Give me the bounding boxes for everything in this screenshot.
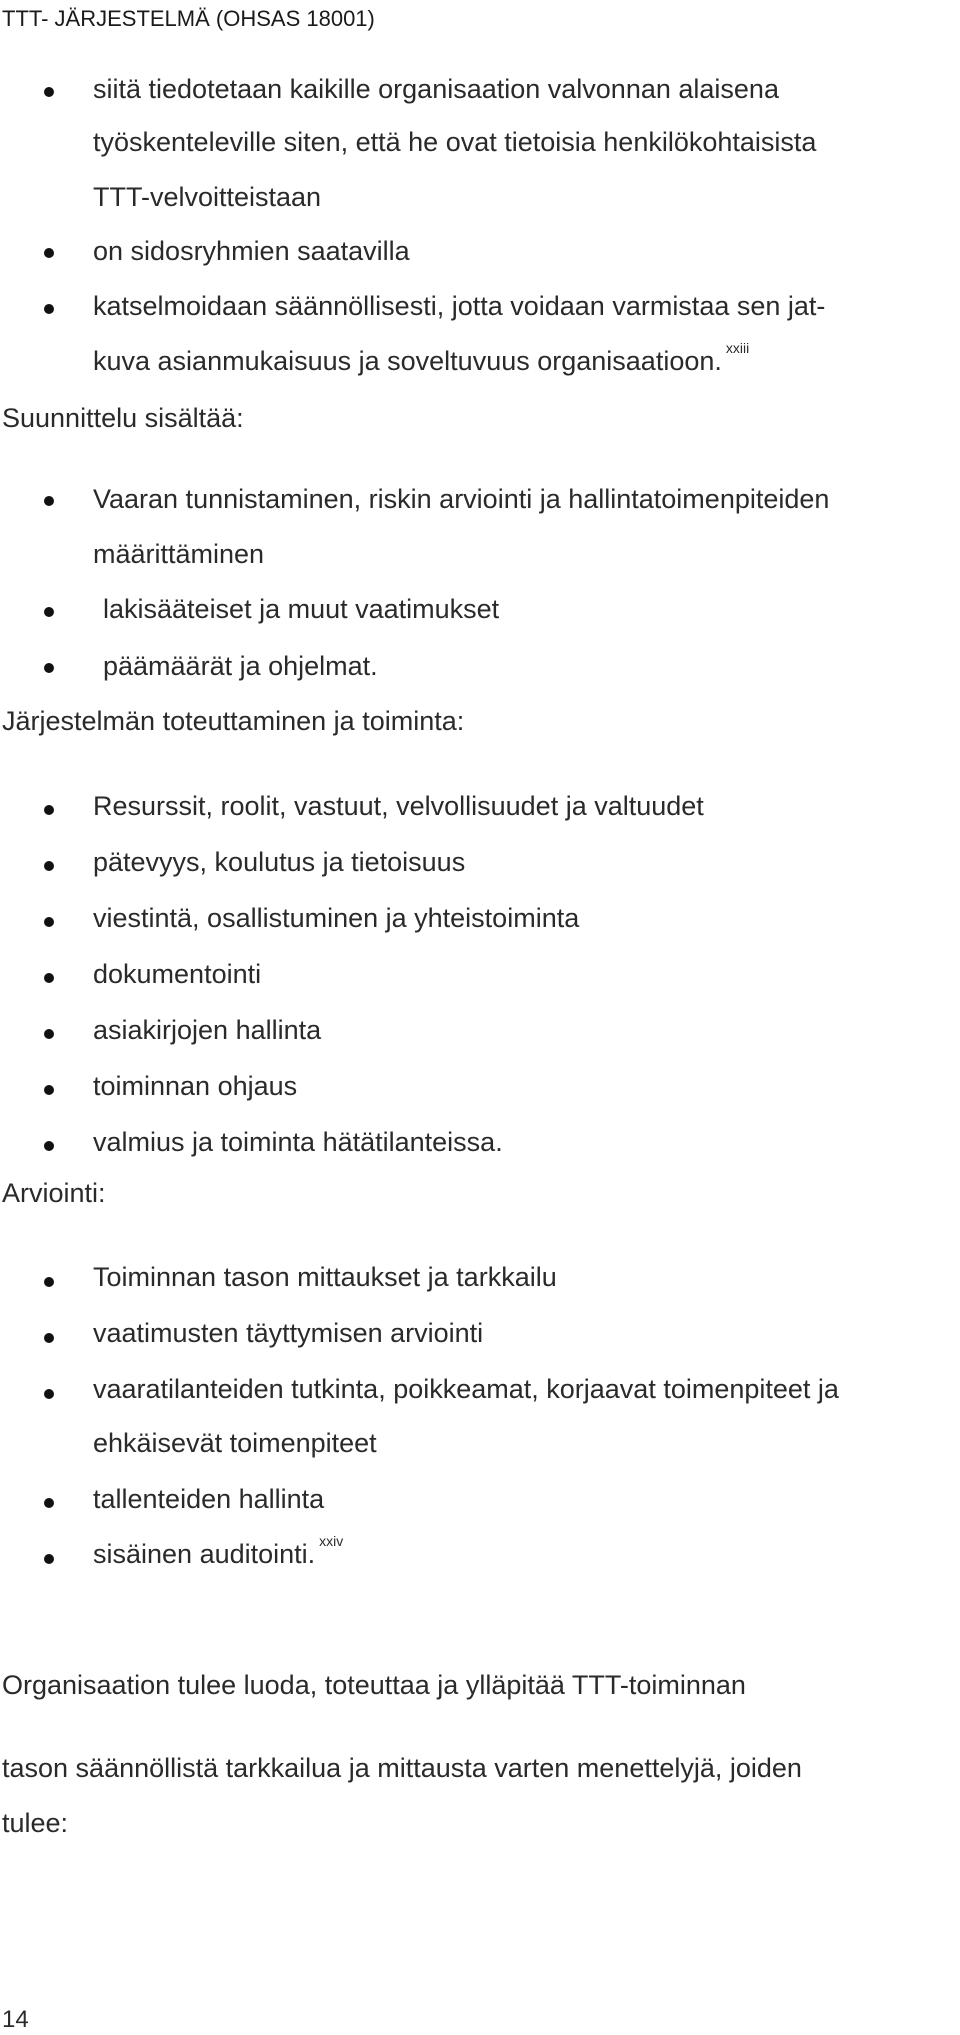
arviointi-item-5-text: sisäinen auditointi. <box>93 1539 316 1569</box>
bullet-icon <box>44 1389 54 1399</box>
section-heading-arviointi: Arviointi: <box>2 1178 106 1208</box>
bullet-icon <box>44 1498 54 1508</box>
toteuttaminen-item-3: viestintä, osallistuminen ja yhteistoiminta <box>93 903 580 933</box>
arviointi-item-3-line-2: ehkäisevät toimenpiteet <box>93 1428 377 1458</box>
page-number: 14 <box>2 2006 29 2033</box>
arviointi-item-5 <box>93 1533 344 1570</box>
intro-item-3-line-2 <box>93 340 750 377</box>
toteuttaminen-item-1: Resurssit, roolit, vastuut, velvollisuudet ja valtuudet <box>93 791 704 821</box>
bullet-icon <box>44 663 54 673</box>
suunnittelu-item-3: päämäärät ja ohjelmat. <box>103 651 378 681</box>
bullet-icon <box>44 87 54 97</box>
closing-line-1: Organisaation tulee luoda, toteuttaa ja ylläpitää TTT-toiminnan <box>2 1670 746 1700</box>
bullet-icon <box>44 1277 54 1287</box>
suunnittelu-item-1-line-1: Vaaran tunnistaminen, riskin arviointi ja hallintatoimenpiteiden <box>93 484 830 514</box>
bullet-icon <box>44 805 54 815</box>
section-heading-suunnittelu: Suunnittelu sisältää: <box>2 403 244 433</box>
bullet-icon <box>44 607 54 617</box>
intro-item-1-line-3: TTT-velvoitteistaan <box>93 182 322 212</box>
arviointi-item-1: Toiminnan tason mittaukset ja tarkkailu <box>93 1262 557 1292</box>
bullet-icon <box>44 973 54 983</box>
intro-item-3-line-2-text: kuva asianmukaisuus ja soveltuvuus organisaatioon. <box>93 346 722 376</box>
toteuttaminen-item-6: toiminnan ohjaus <box>93 1071 298 1101</box>
bullet-icon <box>44 1085 54 1095</box>
toteuttaminen-item-2: pätevyys, koulutus ja tietoisuus <box>93 847 466 877</box>
arviointi-item-2: vaatimusten täyttymisen arviointi <box>93 1318 484 1348</box>
arviointi-item-3-line-1: vaaratilanteiden tutkinta, poikkeamat, korjaavat toimenpiteet ja <box>93 1374 839 1404</box>
closing-line-3: tulee: <box>2 1808 69 1838</box>
bullet-icon <box>44 304 54 314</box>
bullet-icon <box>44 917 54 927</box>
running-header: TTT- JÄRJESTELMÄ (OHSAS 18001) <box>2 6 375 31</box>
bullet-icon <box>44 1333 54 1343</box>
bullet-icon <box>44 248 54 258</box>
suunnittelu-item-2: lakisääteiset ja muut vaatimukset <box>103 594 500 624</box>
intro-item-3-line-1: katselmoidaan säännöllisesti, jotta voidaan varmistaa sen jat- <box>93 291 826 321</box>
intro-item-2-line-1: on sidosryhmien saatavilla <box>93 236 410 266</box>
bullet-icon <box>44 1554 54 1564</box>
suunnittelu-item-1-line-2: määrittäminen <box>93 539 265 569</box>
section-heading-toteuttaminen: Järjestelmän toteuttaminen ja toiminta: <box>2 706 465 736</box>
intro-item-1-line-2: työskenteleville siten, että he ovat tietoisia henkilökohtaisista <box>93 127 817 157</box>
toteuttaminen-item-7: valmius ja toiminta hätätilanteissa. <box>93 1127 503 1157</box>
toteuttaminen-item-5: asiakirjojen hallinta <box>93 1015 322 1045</box>
arviointi-item-4: tallenteiden hallinta <box>93 1484 325 1514</box>
bullet-icon <box>44 861 54 871</box>
bullet-icon <box>44 1141 54 1151</box>
intro-item-1-line-1: siitä tiedotetaan kaikille organisaation valvonnan alaisena <box>93 74 779 104</box>
bullet-icon <box>44 1029 54 1039</box>
bullet-icon <box>44 496 54 506</box>
toteuttaminen-item-4: dokumentointi <box>93 959 262 989</box>
closing-line-2: tason säännöllistä tarkkailua ja mittausta varten menettelyjä, joiden <box>2 1753 802 1783</box>
endnote-marker: xxiv <box>319 1533 344 1549</box>
endnote-marker: xxiii <box>725 340 750 356</box>
